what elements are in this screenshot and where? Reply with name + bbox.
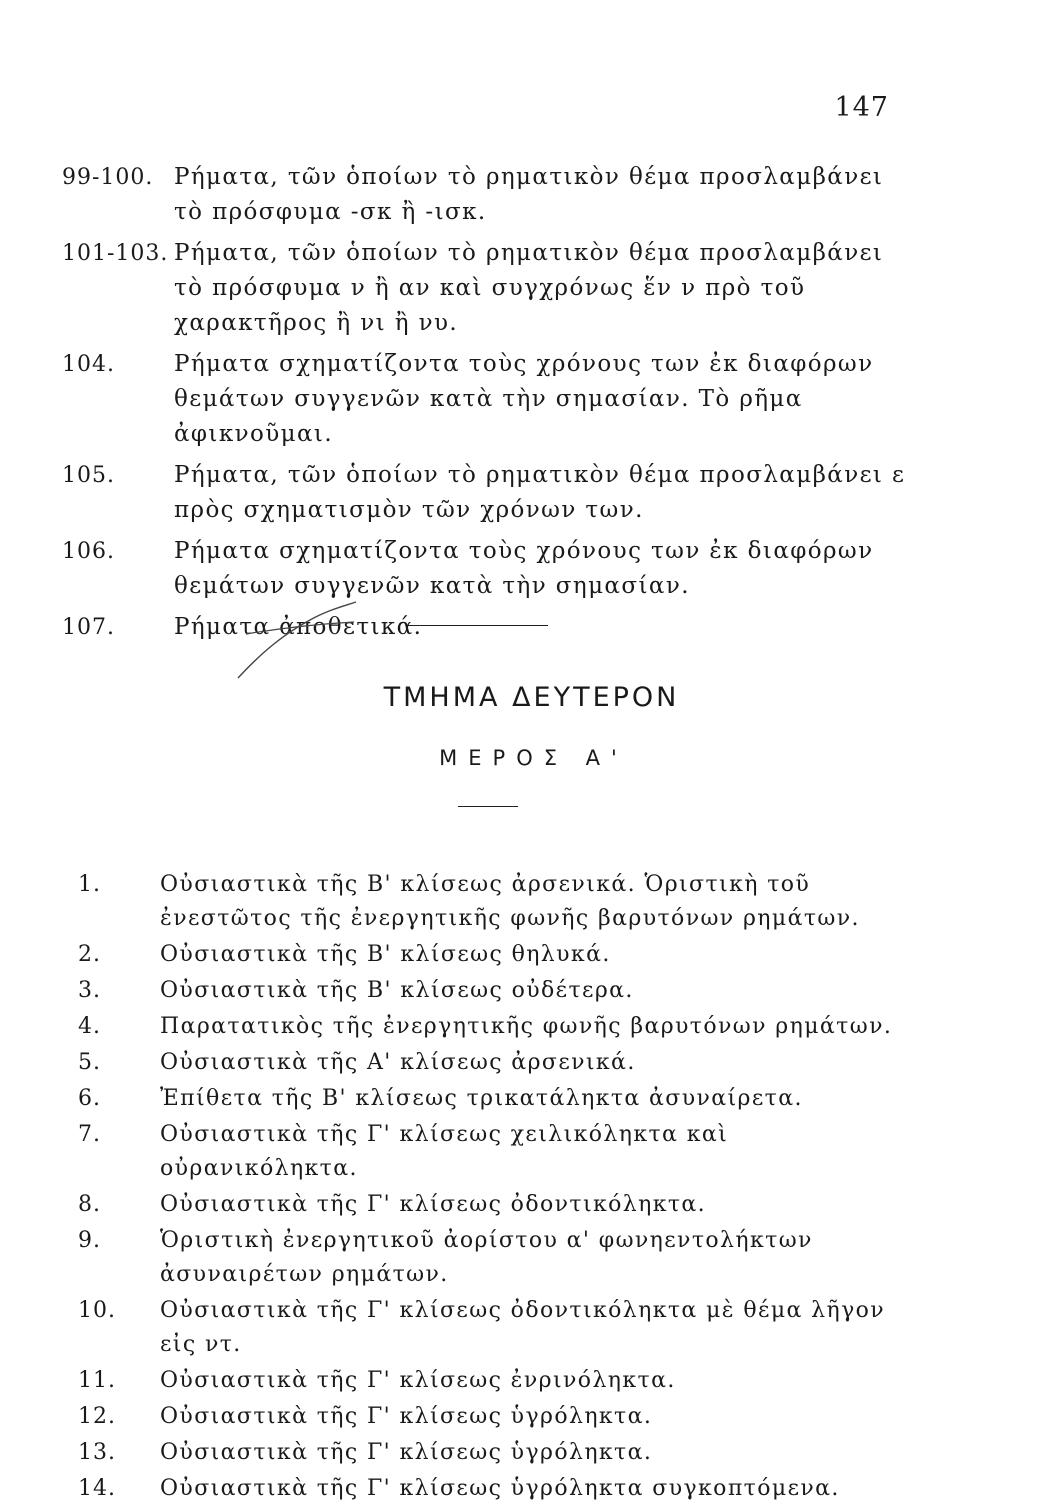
list-item xyxy=(78,1364,918,1398)
entry-text: Ὁριστικὴ ἐνεργητικοῦ ἀορίστου α' φωνηεντολήκτων ἀσυναιρέτων ρημάτων. xyxy=(160,1228,813,1287)
entry-number: 106. xyxy=(62,539,115,564)
page-number: 147 xyxy=(834,92,889,123)
list-item xyxy=(62,347,912,452)
entry-text: Οὐσιαστικὰ τῆς Β' κλίσεως οὐδέτερα. xyxy=(160,978,634,1003)
list-item xyxy=(62,236,912,341)
entry-number: 105. xyxy=(62,463,115,488)
entry-number: 2. xyxy=(78,942,101,967)
entry-number: 13. xyxy=(78,1440,116,1465)
entry-number: 3. xyxy=(78,978,101,1003)
entry-text: Οὐσιαστικὰ τῆς Γ' κλίσεως ὀδοντικόληκτα. xyxy=(160,1192,707,1217)
list-item xyxy=(78,1046,918,1080)
part-title: ΜΕΡΟΣ Α' xyxy=(439,746,628,770)
entry-text: Ρήματα σχηματίζοντα τοὺς χρόνους των ἐκ διαφόρων θεμάτων συγγενῶν κατὰ τὴν σημασίαν. xyxy=(174,538,874,599)
entry-text: Οὐσιαστικὰ τῆς Γ' κλίσεως ὑγρόληκτα συγκοπτόμενα. xyxy=(160,1476,840,1501)
list-item xyxy=(62,160,912,230)
list-item xyxy=(78,1472,918,1506)
list-item xyxy=(78,1436,918,1470)
list-item xyxy=(78,1400,918,1434)
entry-text: Ἐπίθετα τῆς Β' κλίσεως τρικατάληκτα ἀσυναίρετα. xyxy=(160,1086,803,1111)
entry-text: Οὐσιαστικὰ τῆς Γ' κλίσεως χειλικόληκτα καὶ οὐρανικόληκτα. xyxy=(160,1122,729,1181)
entry-text: Ρήματα σχηματίζοντα τοὺς χρόνους των ἐκ διαφόρων θεμάτων συγγενῶν κατὰ τὴν σημασίαν. Τὸ ρῆμα ἀφικνοῦμαι. xyxy=(174,351,874,447)
list-item xyxy=(62,610,912,645)
entry-number: 7. xyxy=(78,1122,101,1147)
pen-stroke-mark xyxy=(232,600,362,680)
list-item xyxy=(62,458,912,528)
contents-list xyxy=(78,868,918,1508)
list-item xyxy=(78,1010,918,1044)
entry-number: 12. xyxy=(78,1404,116,1429)
entry-text: Ρήματα, τῶν ὁποίων τὸ ρηματικὸν θέμα προσλαμβάνει τὸ πρόσφυμα -σκ ἢ -ισκ. xyxy=(174,164,884,225)
entry-number: 99-100. xyxy=(62,165,154,190)
divider xyxy=(458,806,518,807)
entry-text: Οὐσιαστικὰ τῆς Γ' κλίσεως ὀδοντικόληκτα μὲ θέμα λῆγον εἰς ντ. xyxy=(160,1298,886,1357)
list-item xyxy=(78,1224,918,1292)
list-item xyxy=(78,1294,918,1362)
entry-text: Οὐσιαστικὰ τῆς Β' κλίσεως θηλυκά. xyxy=(160,942,611,967)
list-item xyxy=(78,868,918,936)
section-title: ΤΜΗΜΑ ΔΕΥΤΕΡΟΝ xyxy=(383,682,680,713)
entry-number: 8. xyxy=(78,1192,101,1217)
list-item xyxy=(78,1118,918,1186)
list-item xyxy=(78,974,918,1008)
list-item xyxy=(78,1082,918,1116)
entry-text: Οὐσιαστικὰ τῆς Γ' κλίσεως ὑγρόληκτα. xyxy=(160,1404,653,1429)
entry-number: 5. xyxy=(78,1050,101,1075)
verb-entries-list xyxy=(62,160,912,651)
entry-number: 9. xyxy=(78,1228,101,1253)
entry-number: 11. xyxy=(78,1368,116,1393)
entry-text: Οὐσιαστικὰ τῆς Γ' κλίσεως ὑγρόληκτα. xyxy=(160,1440,653,1465)
entry-text: Οὐσιαστικὰ τῆς Β' κλίσεως ἀρσενικά. Ὁριστικὴ τοῦ ἐνεστῶτος τῆς ἐνεργητικῆς φωνῆς βαρυτόνων ρημάτων. xyxy=(160,872,860,931)
entry-text: Παρατατικὸς τῆς ἐνεργητικῆς φωνῆς βαρυτόνων ρημάτων. xyxy=(160,1014,893,1039)
entry-text: Ρήματα ἀποθετικά. xyxy=(174,614,423,640)
entry-number: 101-103. xyxy=(62,241,169,266)
entry-text: Ρήματα, τῶν ὁποίων τὸ ρηματικὸν θέμα προσλαμβάνει ε πρὸς σχηματισμὸν τῶν χρόνων των. xyxy=(174,462,906,523)
entry-number: 4. xyxy=(78,1014,101,1039)
entry-number: 107. xyxy=(62,615,115,640)
entry-number: 6. xyxy=(78,1086,101,1111)
entry-number: 10. xyxy=(78,1298,116,1323)
list-item xyxy=(78,1188,918,1222)
entry-text: Οὐσιαστικὰ τῆς Γ' κλίσεως ἐνρινόληκτα. xyxy=(160,1368,676,1393)
entry-number: 1. xyxy=(78,872,101,897)
list-item xyxy=(62,534,912,604)
entry-number: 14. xyxy=(78,1476,116,1501)
entry-text: Ρήματα, τῶν ὁποίων τὸ ρηματικὸν θέμα προσλαμβάνει τὸ πρόσφυμα ν ἢ αν καὶ συγχρόνως ἕν ν πρὸ τοῦ χαρακτῆρος ἢ νι ἢ νυ. xyxy=(174,240,884,336)
entry-number: 104. xyxy=(62,352,115,377)
list-item xyxy=(78,938,918,972)
entry-text: Οὐσιαστικὰ τῆς Α' κλίσεως ἀρσενικά. xyxy=(160,1050,636,1075)
divider xyxy=(408,625,548,626)
